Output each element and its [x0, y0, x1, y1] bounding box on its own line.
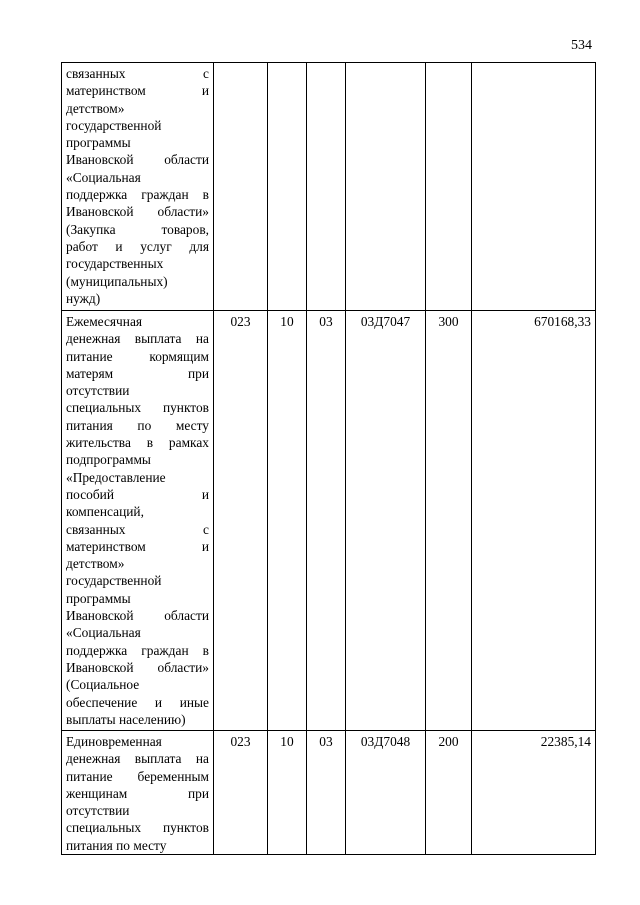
- expense-name-line: подпрограммы: [66, 452, 151, 468]
- subsection-code-cell: 03: [307, 731, 346, 855]
- section-code-cell: 10: [268, 311, 307, 731]
- expense-name-line: денежная выплата на: [66, 331, 209, 347]
- expense-name-line: отсутствии: [66, 803, 130, 819]
- expense-name-line: Ивановской области»: [66, 204, 209, 220]
- expense-name-line: государственной: [66, 117, 162, 133]
- expense-name-line: государственной: [66, 573, 162, 589]
- expense-name-line: государственных: [66, 256, 164, 272]
- expense-name-line: выплаты населению): [66, 711, 186, 727]
- expense-name-line: питания по месту: [66, 417, 209, 433]
- expense-name-line: (Закупка товаров,: [66, 221, 209, 237]
- expense-name-line: поддержка граждан в: [66, 187, 209, 203]
- expense-name-line: материнством и: [66, 83, 209, 99]
- expense-name-line: денежная выплата на: [66, 751, 209, 767]
- expense-name-line: питание кормящим: [66, 348, 209, 364]
- ministry-code-cell: [214, 63, 268, 311]
- target-article-cell: 03Д7048: [346, 731, 426, 855]
- expense-name-cell: [62, 731, 214, 855]
- expense-name-line: поддержка граждан в: [66, 642, 209, 658]
- table-row: [62, 63, 596, 311]
- expense-name-line: «Социальная: [66, 625, 141, 641]
- expense-name-line: Ивановской области: [66, 152, 209, 168]
- expense-name-line: связанных с: [66, 521, 209, 537]
- expense-name-line: обеспечение и иные: [66, 694, 209, 710]
- expense-name-cell: [62, 63, 214, 311]
- expense-name-line: детством»: [66, 100, 125, 116]
- expense-name-line: связанных с: [66, 66, 209, 81]
- expense-name-line: программы: [66, 590, 131, 606]
- expense-name-line: пособий и: [66, 486, 209, 502]
- table-row: [62, 731, 596, 855]
- expense-name-line: специальных пунктов: [66, 820, 209, 836]
- expense-name-line: (муниципальных): [66, 273, 168, 289]
- section-code-cell: 10: [268, 731, 307, 855]
- expense-name-line: компенсаций,: [66, 504, 144, 520]
- expense-name-line: питание беременным: [66, 768, 209, 784]
- expense-name-line: питания по месту: [66, 837, 167, 853]
- expense-name-line: «Социальная: [66, 169, 141, 185]
- expense-name-line: детством»: [66, 556, 125, 572]
- expense-name-line: «Предоставление: [66, 469, 166, 485]
- expense-type-cell: 300: [426, 311, 472, 731]
- ministry-code-cell: 023: [214, 311, 268, 731]
- table-row: [62, 311, 596, 731]
- page-number: 534: [571, 38, 592, 53]
- expense-name-line: Ежемесячная: [66, 314, 143, 329]
- expense-type-cell: 200: [426, 731, 472, 855]
- amount-cell: 22385,14: [472, 731, 596, 855]
- expense-name-line: матерям при: [66, 365, 209, 381]
- expense-name-line: специальных пунктов: [66, 400, 209, 416]
- subsection-code-cell: [307, 63, 346, 311]
- expense-name-line: женщинам при: [66, 785, 209, 801]
- subsection-code-cell: 03: [307, 311, 346, 731]
- expense-name-line: (Социальное: [66, 677, 140, 693]
- target-article-cell: [346, 63, 426, 311]
- expense-name-line: отсутствии: [66, 383, 130, 399]
- expense-name-line: нужд): [66, 290, 101, 306]
- target-article-cell: 03Д7047: [346, 311, 426, 731]
- expense-name-line: работ и услуг для: [66, 238, 209, 254]
- expense-name-line: жительства в рамках: [66, 435, 209, 451]
- budget-table: [61, 62, 596, 855]
- expense-type-cell: [426, 63, 472, 311]
- expense-name-line: материнством и: [66, 538, 209, 554]
- amount-cell: [472, 63, 596, 311]
- amount-cell: 670168,33: [472, 311, 596, 731]
- section-code-cell: [268, 63, 307, 311]
- ministry-code-cell: 023: [214, 731, 268, 855]
- expense-name-line: программы: [66, 135, 131, 151]
- expense-name-line: Ивановской области»: [66, 659, 209, 675]
- table-body: [62, 63, 596, 855]
- expense-name-cell: [62, 311, 214, 731]
- expense-name-line: Единовременная: [66, 734, 162, 749]
- expense-name-line: Ивановской области: [66, 608, 209, 624]
